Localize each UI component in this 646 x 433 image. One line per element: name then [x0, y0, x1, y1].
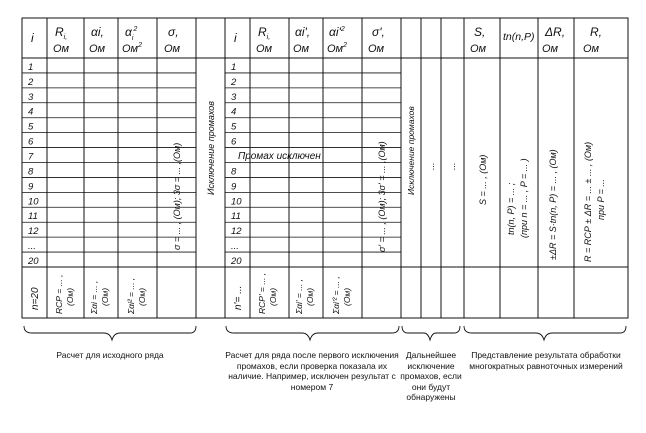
left-row-number: 3	[28, 91, 34, 103]
footer-mid-rcp: RСР' = ... ,	[257, 272, 267, 314]
hdr-s-unit: Ом	[470, 43, 487, 55]
mid-row-number: 8	[231, 166, 237, 178]
mid-row-number: 5	[231, 121, 237, 133]
mid-row-number: 10	[231, 196, 242, 208]
mid-row-number: 20	[231, 256, 242, 267]
footer-mid-rcp-unit: (Ом)	[268, 287, 278, 306]
omission-row-label: Промах исключен	[238, 151, 321, 162]
hdr-mid-a: αi',	[295, 25, 311, 39]
mid-row-number: 9	[231, 181, 237, 193]
footer-sum-a2: Σαi² = ... ,	[126, 277, 136, 314]
left-row-number: 9	[28, 181, 34, 193]
hdr-mid-r-unit: Ом	[256, 43, 273, 55]
left-row-number: 7	[28, 151, 34, 163]
left-row-number: 4	[28, 106, 34, 118]
mid-row-number: 4	[231, 106, 237, 118]
hdr-r-unit: Ом	[583, 43, 600, 55]
mid-row-number: 3	[231, 91, 237, 103]
mid-row-number: 11	[231, 211, 241, 223]
result-formula: R = RСР ± ΔR = ... ± ... , (Ом)	[583, 141, 593, 262]
sigma-prime-formula: σ' = ... , (Ом); 3σ' = ... ,(Ом)	[377, 141, 387, 252]
left-row-number: 11	[28, 211, 38, 223]
hdr-mid-sigma: σ',	[372, 25, 385, 39]
mid-row-number: ...	[231, 241, 239, 253]
hdr-s: S,	[474, 25, 486, 39]
left-row-number: 12	[28, 226, 39, 238]
left-row-numbers	[27, 62, 39, 267]
hdr-left-a: αi,	[91, 25, 104, 39]
mid-row-number: 6	[231, 136, 237, 148]
hdr-mid-r: $R_{i,}$	[258, 25, 271, 41]
hdr-left-i: i	[31, 31, 34, 45]
result-probability: при P = ...	[596, 179, 606, 220]
hdr-left-sigma: σ,	[168, 25, 179, 39]
mid-row-lines	[225, 73, 401, 252]
footer-mid-sum-a: Σαi' = ... ,	[294, 279, 304, 314]
hdr-mid-a2: $\alpha i'^2$	[329, 25, 345, 39]
delta-r-formula: ±ΔR = S·tn(n, P) = ... , (Ом)	[548, 149, 558, 260]
footer-mid-sum-a2-unit: (Ом)	[342, 287, 352, 306]
table-frame	[22, 18, 628, 318]
footer-sum-a: Σαi = ... ,	[89, 280, 99, 314]
hdr-mid-sigma-unit: Ом	[368, 43, 385, 55]
left-row-lines	[22, 73, 196, 252]
hdr-mid-a-unit: Ом	[293, 43, 310, 55]
caption-further: Дальнейшее исключение промахов, если они будут обнаружены	[400, 350, 462, 402]
hdr-left-r: $R_{i,}$	[55, 25, 68, 41]
left-row-number: 10	[28, 196, 39, 208]
left-row-number: 20	[28, 256, 39, 267]
dots-col-1: ...	[426, 162, 436, 170]
mid-row-number: 12	[231, 226, 242, 238]
footer-sum-a-unit: (Ом)	[100, 287, 110, 306]
brace-further	[402, 326, 460, 340]
footer-mid-n: n'= ...	[233, 285, 244, 310]
hdr-r: R,	[590, 25, 602, 39]
hdr-left-a2: $\alpha_i^2$	[125, 25, 138, 42]
left-row-number: ...	[28, 241, 36, 253]
group-braces	[24, 326, 626, 340]
hdr-left-a2-unit: $Ом^2$	[122, 42, 143, 55]
footer-rcp: RСР = ... ,	[54, 274, 64, 314]
caption-left: Расчет для исходного ряда	[56, 350, 164, 360]
left-row-number: 5	[28, 121, 34, 133]
hdr-dr-unit: Ом	[542, 43, 559, 55]
mid-row-number: 2	[231, 76, 237, 88]
hdr-mid-a2-unit: $Ом^2$	[327, 42, 348, 55]
brace-left	[24, 326, 196, 340]
s-formula: S = ... , (Ом)	[478, 154, 488, 205]
footer-mid-sum-a-unit: (Ом)	[305, 287, 315, 306]
tn-conditions: (при n = ... , P = ... )	[519, 158, 529, 238]
hdr-tn: tn(n,P)	[503, 31, 535, 43]
caption-mid: Расчет для ряда после первого исключения промахов, если проверка показала их наличие. Например, исключен результат с номером 7	[225, 350, 399, 392]
table-grid	[22, 18, 628, 318]
hdr-left-sigma-unit: Ом	[164, 43, 181, 55]
exclusion-label: Исключение промахов	[206, 101, 216, 195]
exclusion-label-2: Исключение промахов	[406, 106, 416, 195]
hdr-mid-i: i	[234, 31, 237, 45]
caption-final: Представление результата обработки многократных равноточных измерений	[469, 350, 623, 371]
left-row-number: 2	[28, 76, 34, 88]
brace-final	[464, 326, 626, 340]
hdr-left-r-unit: Ом	[53, 43, 70, 55]
sigma-formula: σ = ... , (Ом); 3σ = ... ,(Ом)	[172, 142, 182, 250]
footer-sum-a2-unit: (Ом)	[137, 287, 147, 306]
hdr-dr: ΔR,	[545, 25, 566, 39]
hdr-left-a-unit: Ом	[89, 43, 106, 55]
mid-row-numbers	[230, 62, 242, 267]
dots-col-2: ...	[447, 162, 457, 170]
footer-n: n=20	[30, 287, 41, 310]
left-row-number: 1	[28, 61, 34, 73]
footer-mid-sum-a2: Σαi'² = ... ,	[331, 276, 341, 314]
footer-rcp-unit: (Ом)	[65, 287, 75, 306]
tn-formula: tn(n, P) = ... ;	[506, 182, 516, 235]
left-row-number: 6	[28, 136, 34, 148]
brace-mid	[226, 326, 399, 340]
mid-row-number: 1	[231, 61, 237, 73]
left-row-number: 8	[28, 166, 34, 178]
